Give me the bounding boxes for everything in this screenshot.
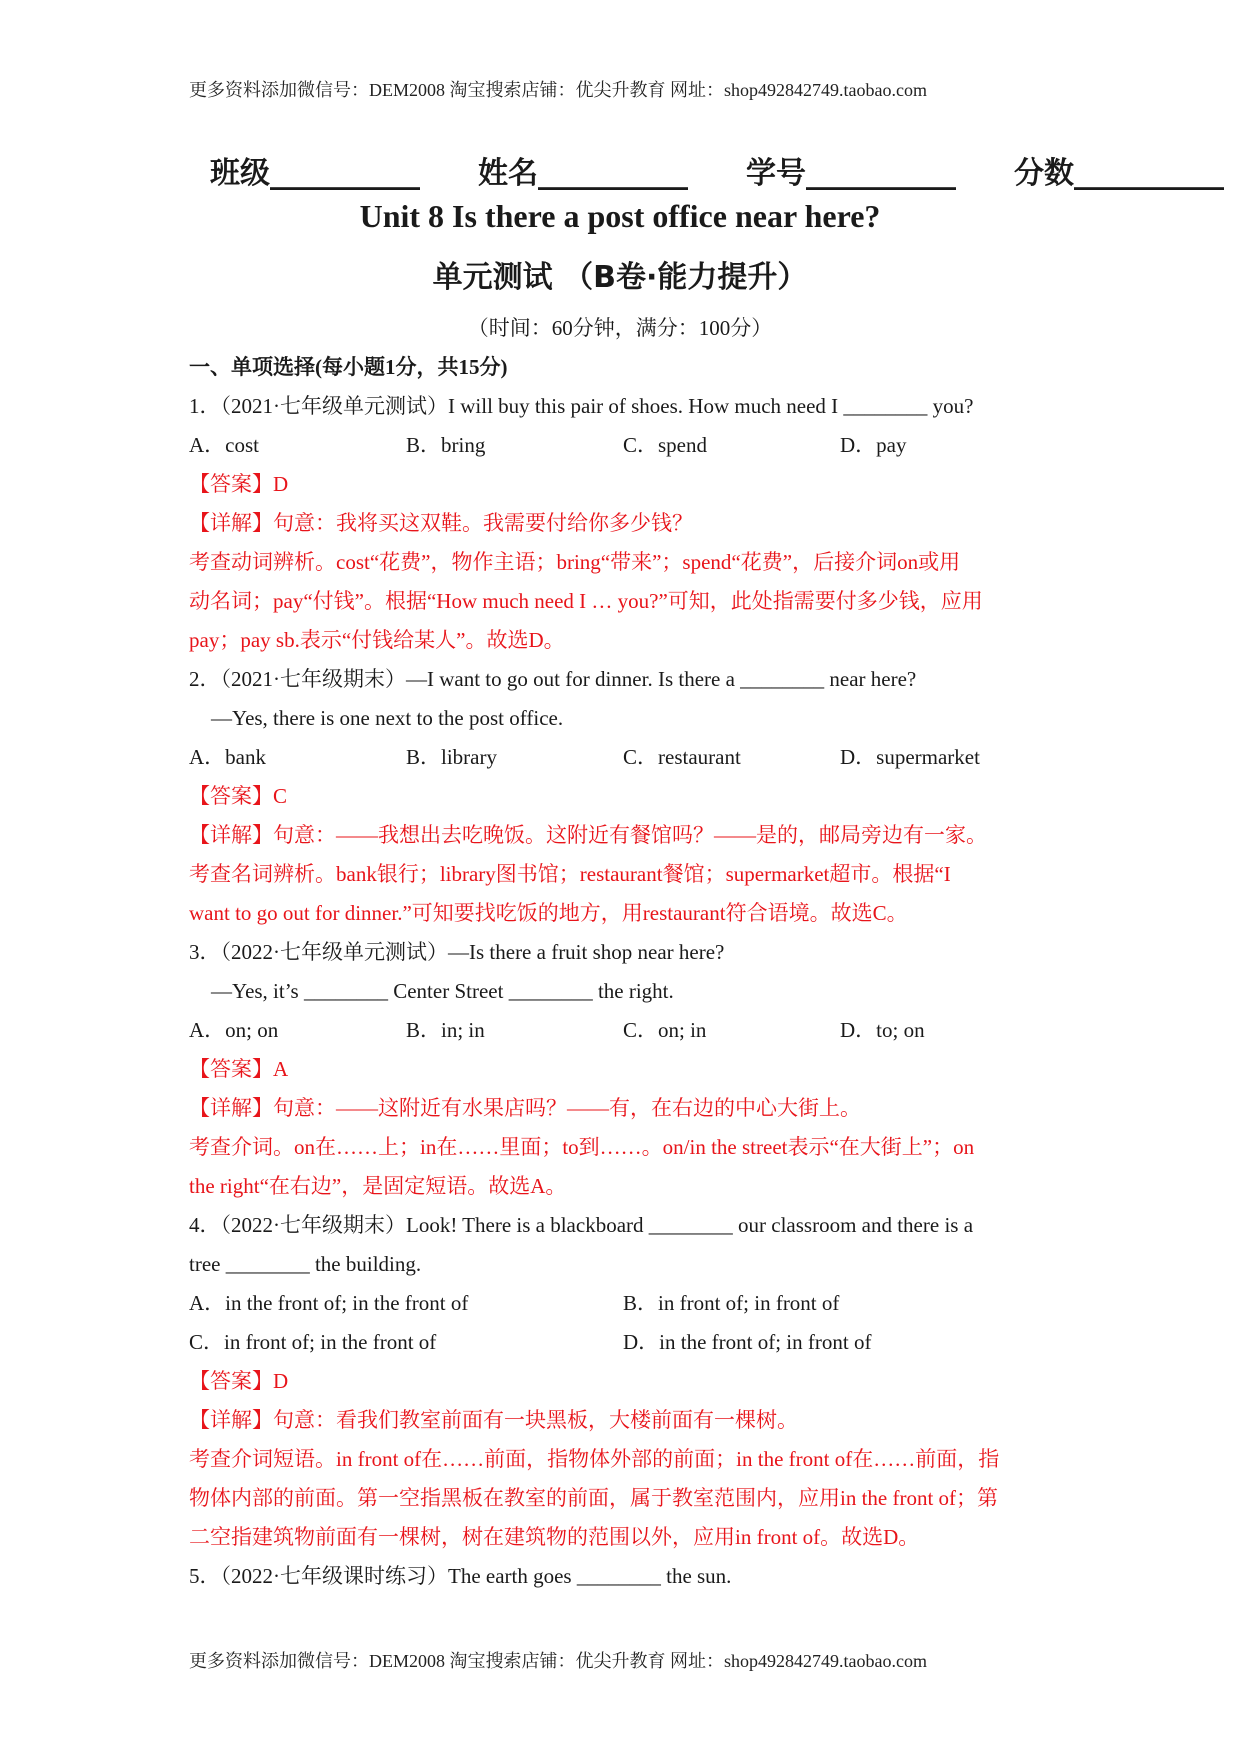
explanation-line: 【详解】句意：我将买这双鞋。我需要付给你多少钱？ xyxy=(189,511,693,535)
answer: 【答案】A xyxy=(189,1057,289,1081)
option-d: D．pay xyxy=(840,433,907,457)
explanation-line: 【详解】句意：看我们教室前面有一块黑板，大楼前面有一棵树。 xyxy=(189,1408,798,1432)
option-c: C．in front of; in the front of xyxy=(189,1330,437,1354)
page-header: 更多资料添加微信号：DEM2008 淘宝搜索店铺：优尖升教育 网址：shop492842749.taobao.com xyxy=(189,80,927,100)
section-heading: 一、单项选择(每小题1分，共15分) xyxy=(189,355,508,379)
option-b: B．in; in xyxy=(406,1018,485,1042)
page-footer: 更多资料添加微信号：DEM2008 淘宝搜索店铺：优尖升教育 网址：shop492842749.taobao.com xyxy=(189,1651,927,1671)
option-a: A．in the front of; in the front of xyxy=(189,1291,469,1315)
explanation-line: 考查动词辨析。cost“花费”，物作主语；bring“带来”；spend“花费”，后接介词on或用 xyxy=(189,550,961,574)
question-options xyxy=(189,738,1069,777)
question-stem: 2．（2021·七年级期末）—I want to go out for dinner. Is there a ________ near here? xyxy=(189,667,917,691)
question-options xyxy=(189,426,1069,465)
question-stem-continued: tree ________ the building. xyxy=(189,1252,422,1276)
class-field: 班级__________ xyxy=(210,156,420,191)
option-b: B．bring xyxy=(406,433,486,457)
option-b: B．library xyxy=(406,745,497,769)
explanation-line: 物体内部的前面。第一空指黑板在教室的前面，属于教室范围内，应用in the front of；第 xyxy=(189,1486,999,1510)
question-options xyxy=(189,1284,1069,1323)
score-field: 分数__________ xyxy=(1014,156,1224,191)
option-c: C．on; in xyxy=(623,1018,707,1042)
option-d: D．supermarket xyxy=(840,745,980,769)
answer: 【答案】C xyxy=(189,784,288,808)
exam-content xyxy=(189,348,1069,1596)
explanation-line: 考查名词辨析。bank银行；library图书馆；restaurant餐馆；supermarket超市。根据“I xyxy=(189,862,951,886)
question-stem: 1．（2021·七年级单元测试）I will buy this pair of shoes. How much need I ________ you? xyxy=(189,394,974,418)
question-stem: 5．（2022·七年级课时练习）The earth goes ________ the sun. xyxy=(189,1564,732,1588)
option-a: A．bank xyxy=(189,745,266,769)
option-c: C．restaurant xyxy=(623,745,741,769)
student-number-field: 学号__________ xyxy=(746,156,956,191)
question-stem: 3．（2022·七年级单元测试）—Is there a fruit shop near here? xyxy=(189,940,725,964)
option-d: D．to; on xyxy=(840,1018,925,1042)
option-b: B．in front of; in front of xyxy=(623,1291,840,1315)
explanation-line: 考查介词短语。in front of在……前面，指物体外部的前面；in the front of在……前面，指 xyxy=(189,1447,1000,1471)
question-options xyxy=(189,1011,1069,1050)
explanation-line: 二空指建筑物前面有一棵树，树在建筑物的范围以外，应用in front of。故选D。 xyxy=(189,1525,920,1549)
question-stem-continued: —Yes, there is one next to the post office. xyxy=(211,706,564,730)
option-c: C．spend xyxy=(623,433,707,457)
student-info-fields xyxy=(210,148,1224,192)
time-info: （时间：60分钟，满分：100分） xyxy=(467,316,773,340)
page-subtitle: 单元测试 （B卷·能力提升） xyxy=(432,260,808,295)
explanation-line: 动名词；pay“付钱”。根据“How much need I … you?”可知，此处指需要付多少钱，应用 xyxy=(189,589,983,613)
answer: 【答案】D xyxy=(189,472,289,496)
explanation-line: 【详解】句意：——我想出去吃晚饭。这附近有餐馆吗？——是的，邮局旁边有一家。 xyxy=(189,823,987,847)
question-stem-continued: —Yes, it’s ________ Center Street ________ the right. xyxy=(211,979,674,1003)
page-title: Unit 8 Is there a post office near here? xyxy=(359,198,881,234)
answer: 【答案】D xyxy=(189,1369,289,1393)
option-a: A．cost xyxy=(189,433,259,457)
name-field: 姓名__________ xyxy=(478,156,688,191)
option-a: A．on; on xyxy=(189,1018,279,1042)
question-stem: 4．（2022·七年级期末）Look! There is a blackboard ________ our classroom and there is a xyxy=(189,1213,974,1237)
explanation-line: want to go out for dinner.”可知要找吃饭的地方，用restaurant符合语境。故选C。 xyxy=(189,901,908,925)
explanation-line: 【详解】句意：——这附近有水果店吗？——有，在右边的中心大街上。 xyxy=(189,1096,861,1120)
explanation-line: 考查介词。on在……上；in在……里面；to到……。on/in the street表示“在大街上”；on xyxy=(189,1135,975,1159)
option-d: D．in the front of; in front of xyxy=(623,1330,872,1354)
explanation-line: the right“在右边”，是固定短语。故选A。 xyxy=(189,1174,567,1198)
question-options xyxy=(189,1323,1069,1362)
explanation-line: pay；pay sb.表示“付钱给某人”。故选D。 xyxy=(189,628,565,652)
